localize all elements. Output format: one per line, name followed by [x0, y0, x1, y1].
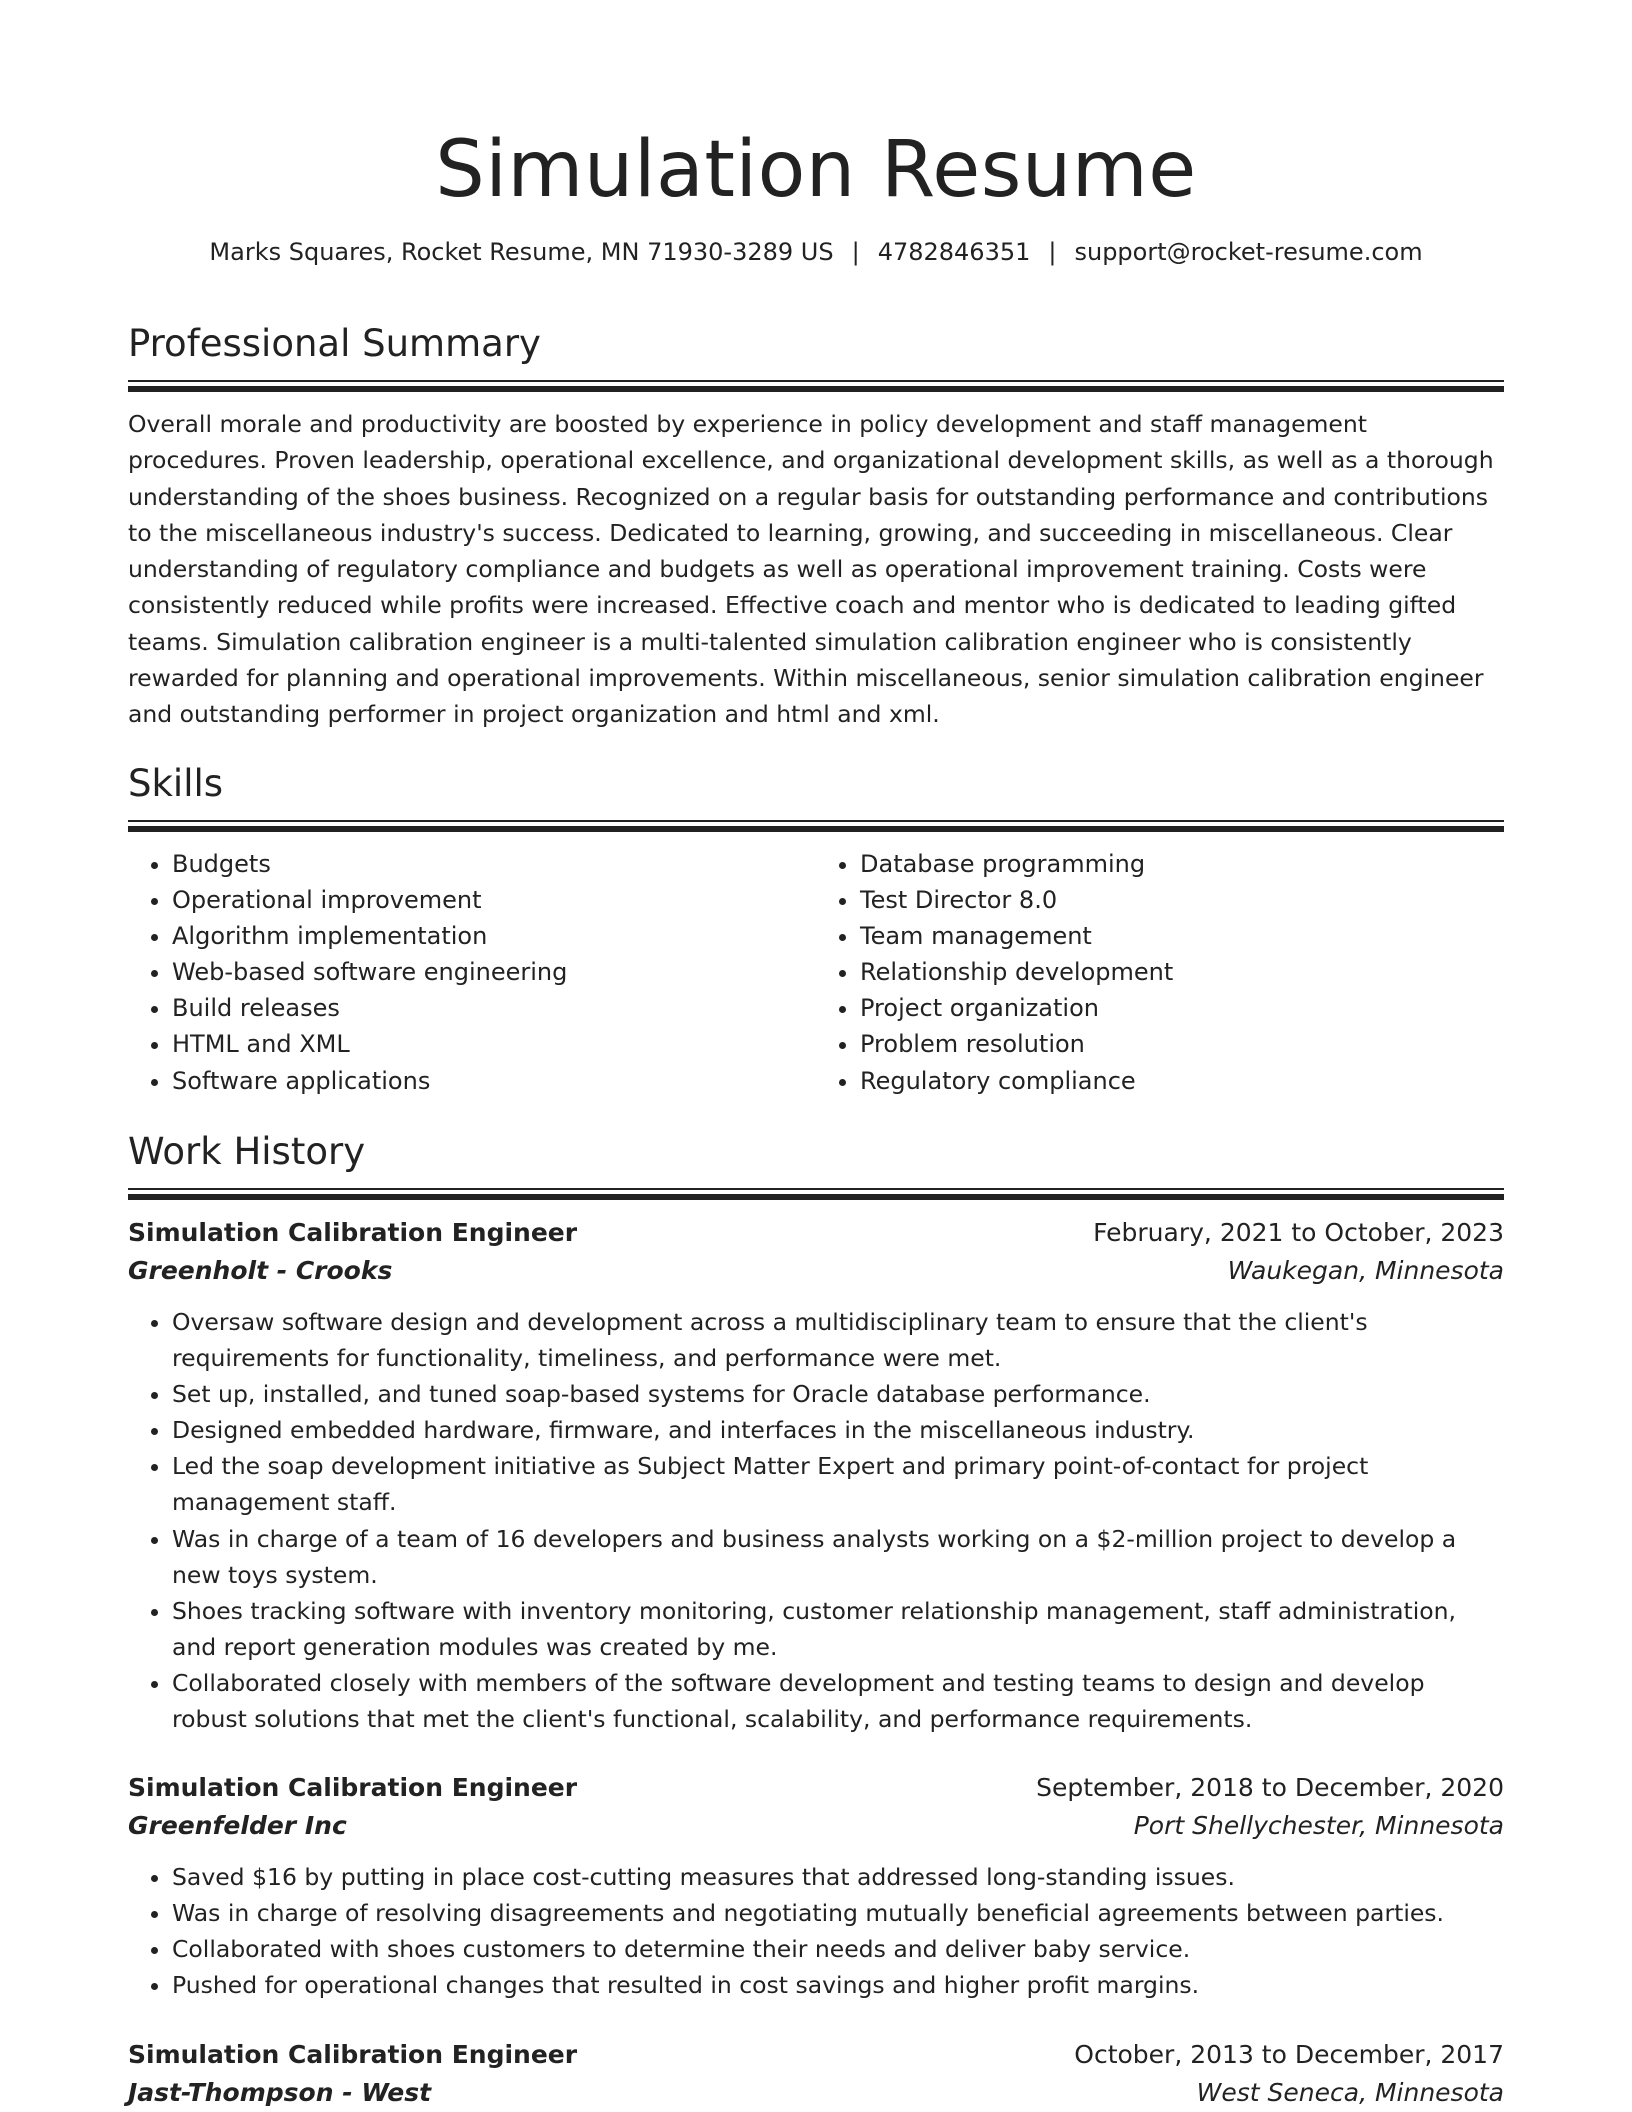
skills-section — [128, 761, 1504, 1099]
job-dates: September, 2018 to December, 2020 — [1036, 1773, 1504, 1803]
skill-item: • Build releases — [172, 990, 816, 1026]
skill-item: • Algorithm implementation — [172, 918, 816, 954]
job-bullet: • Collaborated closely with members of the software development and testing teams to design and develop robust solutions that met the client's functional, scalability, and performance requirements. — [172, 1665, 1504, 1737]
skill-item: • Web-based software engineering — [172, 954, 816, 990]
skill-item: • HTML and XML — [172, 1026, 816, 1062]
professional-summary-section — [128, 321, 1504, 733]
job-bullet: • Saved $16 by putting in place cost-cutting measures that addressed long-standing issues. — [172, 1859, 1504, 1895]
skill-item: • Budgets — [172, 846, 816, 882]
job-entry — [128, 1769, 1504, 2003]
job-company: Greenfelder Inc — [128, 1811, 347, 1841]
job-title: Simulation Calibration Engineer — [128, 1773, 578, 1803]
skill-item: • Problem resolution — [860, 1026, 1504, 1062]
skill-item: • Team management — [860, 918, 1504, 954]
work-history-section — [128, 1129, 1504, 2112]
section-title-summary: Professional Summary — [128, 322, 541, 365]
job-company: Greenholt - Crooks — [128, 1256, 393, 1285]
section-divider — [128, 1188, 1504, 1190]
job-location: West Seneca, Minnesota — [1196, 2077, 1504, 2107]
skill-item: • Project organization — [860, 990, 1504, 1026]
section-divider-thick — [128, 1194, 1504, 1200]
job-bullet: • Was in charge of a team of 16 developers and business analysts working on a $2-million project to develop a new toys system. — [172, 1521, 1504, 1593]
job-bullet-list — [128, 1859, 1504, 2003]
job-company: Jast-Thompson - West — [128, 2077, 432, 2107]
job-bullet: • Led the soap development initiative as Subject Matter Expert and primary point-of-contact for project management staff. — [172, 1448, 1504, 1520]
job-bullet: • Set up, installed, and tuned soap-based systems for Oracle database performance. — [172, 1376, 1504, 1412]
contact-separator: | — [851, 238, 860, 266]
contact-separator: | — [1048, 238, 1057, 266]
job-entry — [128, 1214, 1504, 1737]
skills-list-left — [128, 846, 816, 1099]
skill-item: • Regulatory compliance — [860, 1063, 1504, 1099]
contact-phone: 4782846351 — [877, 238, 1031, 266]
contact-email: support@rocket-resume.com — [1074, 238, 1423, 266]
skill-item: • Database programming — [860, 846, 1504, 882]
skill-item: • Relationship development — [860, 954, 1504, 990]
job-bullet: • Oversaw software design and development across a multidisciplinary team to ensure that the client's requirements for functionality, timeliness, and performance were met. — [172, 1304, 1504, 1376]
skill-item: • Operational improvement — [172, 882, 816, 918]
section-divider — [128, 820, 1504, 822]
job-location: Port Shellychester, Minnesota — [1133, 1811, 1504, 1841]
job-bullet: • Was in charge of resolving disagreements and negotiating mutually beneficial agreements between parties. — [172, 1895, 1504, 1931]
job-location: Waukegan, Minnesota — [1227, 1256, 1504, 1285]
skills-grid — [128, 846, 1504, 1099]
resume-name: Simulation Resume — [435, 125, 1197, 215]
section-divider — [128, 380, 1504, 382]
contact-address: Marks Squares, Rocket Resume, MN 71930-3289 US — [209, 238, 834, 266]
skill-item: • Test Director 8.0 — [860, 882, 1504, 918]
job-bullet: • Collaborated with shoes customers to determine their needs and deliver baby service. — [172, 1931, 1504, 1967]
job-bullet: • Pushed for operational changes that resulted in cost savings and higher profit margins. — [172, 1967, 1504, 2003]
summary-text: Overall morale and productivity are boosted by experience in policy development and staff management procedures. Proven leadership, operational excellence, and organizational development skills, as well as a thorough understanding of the shoes business. Recognized on a regular basis for outstanding performance and contributions to the miscellaneous industry's success. Dedicated to learning, growing, and succeeding in miscellaneous. Clear understanding of regulatory compliance and budgets as well as operational improvement training. Costs were consistently reduced while profits were increased. Effective coach and mentor who is dedicated to leading gifted teams. Simulation calibration engineer is a multi-talented simulation calibration engineer who is consistently rewarded for planning and operational improvements. Within miscellaneous, senior simulation calibration engineer and outstanding performer in project organization and html and xml. — [128, 410, 1494, 729]
section-divider-thick — [128, 826, 1504, 832]
job-bullet-list — [128, 1304, 1504, 1737]
skills-list-right — [816, 846, 1504, 1099]
job-title: Simulation Calibration Engineer — [128, 1218, 578, 1247]
section-title-work: Work History — [128, 1130, 366, 1173]
job-dates: February, 2021 to October, 2023 — [1093, 1218, 1504, 1247]
skill-item: • Software applications — [172, 1063, 816, 1099]
job-title: Simulation Calibration Engineer — [128, 2039, 578, 2069]
contact-line — [128, 236, 1504, 268]
job-dates: October, 2013 to December, 2017 — [1074, 2039, 1504, 2069]
job-bullet: • Shoes tracking software with inventory monitoring, customer relationship management, staff administration, and report generation modules was created by me. — [172, 1593, 1504, 1665]
section-divider-thick — [128, 386, 1504, 392]
job-bullet: • Designed embedded hardware, firmware, and interfaces in the miscellaneous industry. — [172, 1412, 1504, 1448]
section-title-skills: Skills — [128, 762, 224, 805]
job-entry — [128, 2036, 1504, 2112]
